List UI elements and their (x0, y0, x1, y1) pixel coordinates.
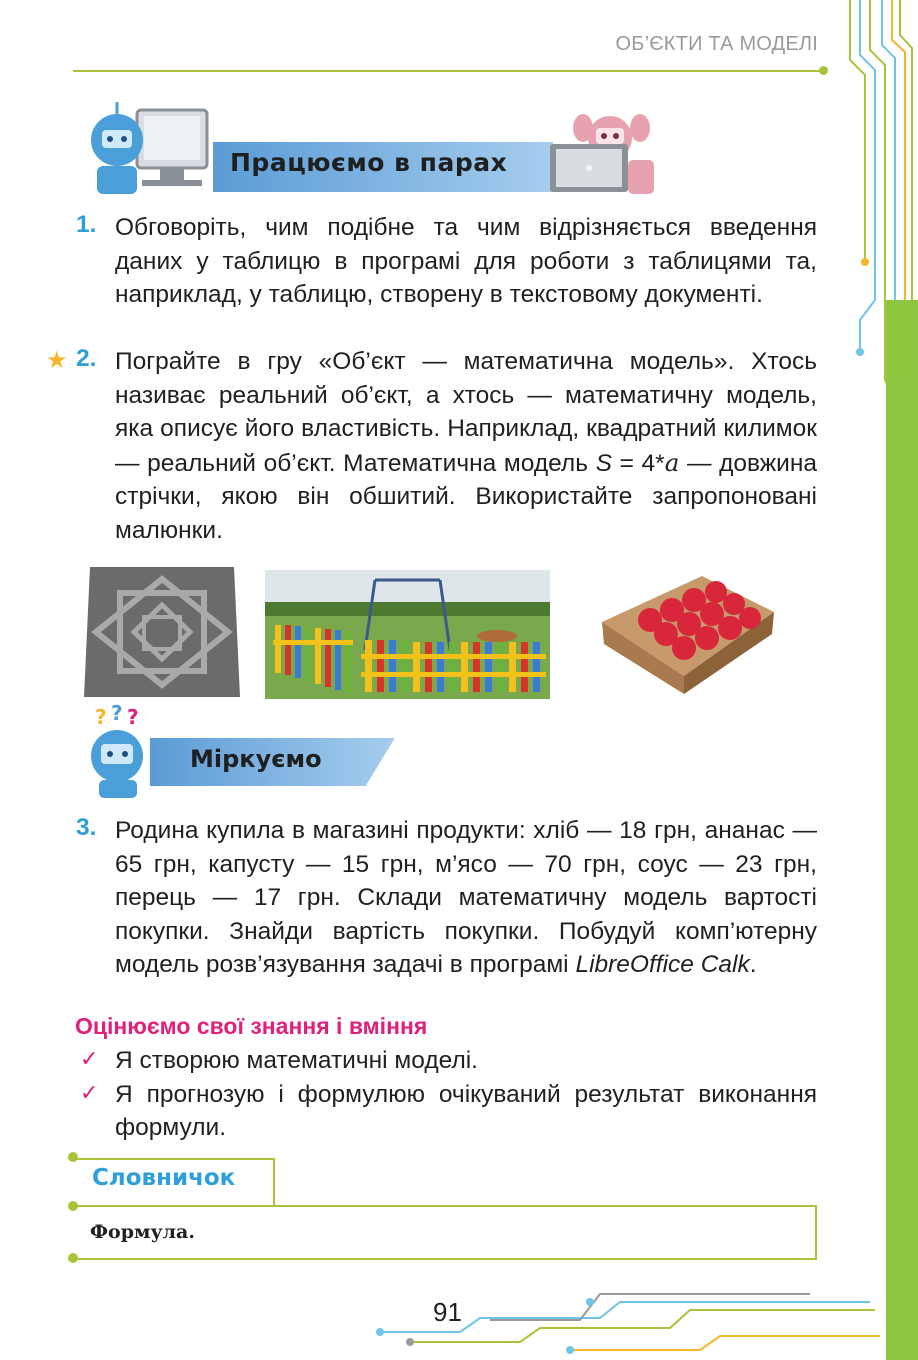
evaluation-item-2: Я прогнозую і формулюю очікуваний результат виконання формули. (115, 1081, 817, 1141)
dictionary-title: Словничок (92, 1165, 236, 1191)
think-title: Міркуємо (190, 745, 322, 773)
task-1-number: 1. (76, 211, 97, 238)
pairs-title: Працюємо в парах (230, 148, 508, 177)
task-2-text (115, 345, 817, 547)
formula-s: S (595, 449, 612, 477)
robot-at-computer-icon (82, 100, 217, 198)
task-2-number: 2. (76, 345, 97, 372)
header-line (73, 70, 823, 72)
evaluation-title: Оцінюємо свої знання і вміння (75, 1013, 428, 1039)
task-3-text (115, 814, 817, 982)
apple-crate-image (592, 572, 782, 698)
dictionary-term: Формула. (90, 1221, 195, 1243)
task-3-number: 3. (76, 814, 97, 841)
svg-text:?: ? (111, 701, 123, 725)
section-header: ОБ’ЄКТИ ТА МОДЕЛІ (615, 33, 818, 55)
playground-fence-image (265, 570, 550, 699)
star-icon: ★ (46, 347, 68, 374)
check-icon: ✓ (80, 1046, 99, 1071)
task-3-text-a: Родина купила в магазині продукти: хліб — 18 грн, ананас — 65 грн, капусту — 15 грн, м’ясо — 70 грн, соус — 23 грн, перець — 17 грн. Склади математичну модель вартості покупки. Знайди вартість покупки. Побудуй комп’ютерну модель розв’язування задачі в програмі (115, 817, 817, 978)
svg-text:?: ? (95, 705, 107, 729)
formula-mid: = 4* (611, 449, 665, 477)
evaluation-item-1: Я створюю математичні моделі. (115, 1047, 478, 1074)
thinking-robot-icon (75, 700, 155, 800)
task-3-software: LibreOffice Calk (575, 951, 750, 978)
formula-a: a (664, 447, 680, 477)
task-1-text: Обговоріть, чим подібне та чим відрізняється введення даних у таблицю в програмі для роботи з таблицями та, наприклад, у таблицю, створену в текстовому документі. (115, 214, 817, 308)
right-edge-bar (886, 300, 918, 1360)
girl-robot-laptop-icon (548, 108, 658, 198)
square-rug-image (82, 565, 242, 699)
page-number: 91 (433, 1297, 462, 1327)
task-2-text-a: Пограйте в гру «Об’єкт — математична модель». Хтось називає реальний об’єкт, а хтось — математичну модель, яка описує його властивість. Наприклад, квадратний килимок — реальний об’єкт. Математична модель (115, 348, 817, 477)
check-icon: ✓ (80, 1080, 99, 1105)
task-3-text-b: . (749, 951, 757, 978)
svg-text:?: ? (127, 705, 139, 729)
task-2-text-b: — довжина стрічки, якою він обшитий. Використайте запропоновані малюнки. (115, 449, 817, 544)
